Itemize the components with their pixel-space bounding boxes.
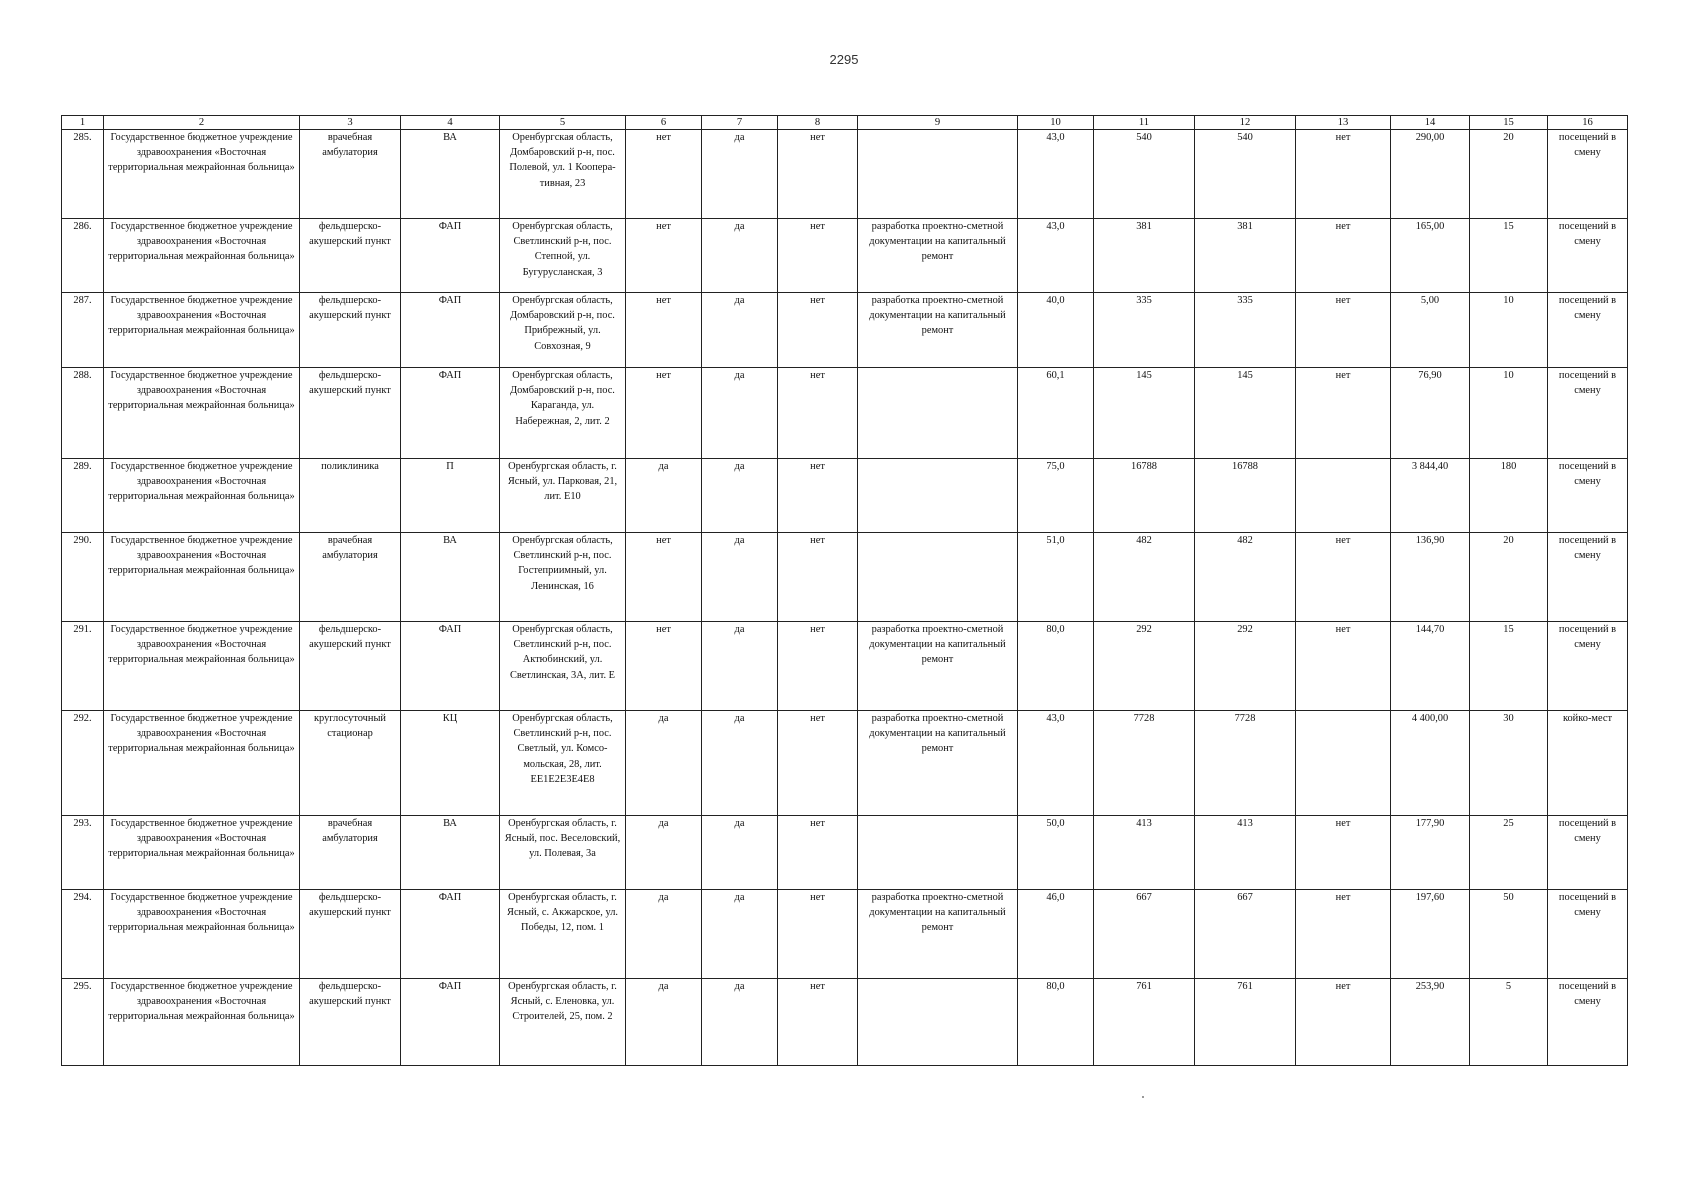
column-number-3: 3 [300,116,401,130]
institution-name: Государственное бюджетное учреждение здравоохранения «Восточная территориальная межрайонная больница» [104,979,300,1066]
planned-work: разработка проектно-сметной документации на капитальный ремонт [858,219,1018,293]
institution-name: Государственное бюджетное учреждение здравоохранения «Восточная территориальная межрайонная больница» [104,816,300,890]
planned-work [858,979,1018,1066]
col-13-value: нет [1296,533,1391,622]
planned-work: разработка проектно-сметной документации на капитальный ремонт [858,622,1018,711]
col-11-value: 16788 [1094,459,1195,533]
col-7-value: да [702,219,778,293]
column-number-13: 13 [1296,116,1391,130]
facility-code: ФАП [401,293,500,368]
col-11-value: 7728 [1094,711,1195,816]
col-12-value: 16788 [1195,459,1296,533]
col-12-value: 540 [1195,130,1296,219]
address: Оренбургская область, Светлинский р-н, пос. Светлый, ул. Комсо-мольская, 28, лит. ЕЕ1Е2Е3Е4Е8 [500,711,626,816]
col-13-value [1296,459,1391,533]
capacity-unit: посещений в смену [1548,533,1628,622]
col-13-value: нет [1296,979,1391,1066]
col-12-value: 145 [1195,368,1296,459]
address: Оренбургская область, Домбаровский р-н, пос. Полевой, ул. 1 Коопера-тивная, 23 [500,130,626,219]
column-number-row [62,116,1628,130]
col-11-value: 413 [1094,816,1195,890]
table-body [62,130,1628,1066]
col-14-value: 4 400,00 [1391,711,1470,816]
col-10-value: 46,0 [1018,890,1094,979]
capacity-unit: посещений в смену [1548,293,1628,368]
col-7-value: да [702,459,778,533]
col-13-value: нет [1296,368,1391,459]
column-number-2: 2 [104,116,300,130]
column-number-10: 10 [1018,116,1094,130]
institution-name: Государственное бюджетное учреждение здравоохранения «Восточная территориальная межрайонная больница» [104,622,300,711]
col-13-value: нет [1296,816,1391,890]
planned-work [858,459,1018,533]
col-13-value: нет [1296,890,1391,979]
facility-code: ВА [401,816,500,890]
facility-type: фельдшерско-акушерский пункт [300,293,401,368]
col-7-value: да [702,130,778,219]
col-8-value: нет [778,816,858,890]
col-12-value: 381 [1195,219,1296,293]
capacity-unit: посещений в смену [1548,459,1628,533]
col-14-value: 5,00 [1391,293,1470,368]
address: Оренбургская область, г. Ясный, с. Еленовка, ул. Строителей, 25, пом. 2 [500,979,626,1066]
col-7-value: да [702,533,778,622]
col-7-value: да [702,711,778,816]
col-8-value: нет [778,533,858,622]
col-13-value [1296,711,1391,816]
column-number-8: 8 [778,116,858,130]
address: Оренбургская область, Светлинский р-н, пос. Гостеприимный, ул. Ленинская, 16 [500,533,626,622]
facility-code: П [401,459,500,533]
row-number: 289. [62,459,104,533]
planned-work [858,368,1018,459]
col-14-value: 177,90 [1391,816,1470,890]
col-10-value: 60,1 [1018,368,1094,459]
row-number: 288. [62,368,104,459]
table-row [62,533,1628,622]
col-11-value: 335 [1094,293,1195,368]
column-number-4: 4 [401,116,500,130]
planned-work: разработка проектно-сметной документации на капитальный ремонт [858,890,1018,979]
facility-code: ФАП [401,890,500,979]
facility-type: врачебная амбулатория [300,816,401,890]
institution-name: Государственное бюджетное учреждение здравоохранения «Восточная территориальная межрайонная больница» [104,711,300,816]
col-10-value: 43,0 [1018,130,1094,219]
capacity-unit: посещений в смену [1548,219,1628,293]
table-row [62,622,1628,711]
col-8-value: нет [778,979,858,1066]
row-number: 295. [62,979,104,1066]
row-number: 286. [62,219,104,293]
page-number: 2295 [829,52,859,67]
col-15-value: 20 [1470,533,1548,622]
col-14-value: 165,00 [1391,219,1470,293]
address: Оренбургская область, г. Ясный, пос. Веселовский, ул. Полевая, 3а [500,816,626,890]
table-row [62,219,1628,293]
capacity-unit: посещений в смену [1548,368,1628,459]
col-7-value: да [702,816,778,890]
col-6-value: да [626,890,702,979]
col-10-value: 80,0 [1018,622,1094,711]
address: Оренбургская область, Домбаровский р-н, пос. Прибрежный, ул. Совхозная, 9 [500,293,626,368]
col-15-value: 180 [1470,459,1548,533]
table-row [62,816,1628,890]
row-number: 290. [62,533,104,622]
col-14-value: 144,70 [1391,622,1470,711]
facility-type: фельдшерско-акушерский пункт [300,219,401,293]
institution-name: Государственное бюджетное учреждение здравоохранения «Восточная территориальная межрайонная больница» [104,890,300,979]
col-13-value: нет [1296,293,1391,368]
col-12-value: 292 [1195,622,1296,711]
facility-code: ФАП [401,979,500,1066]
facility-code: ВА [401,130,500,219]
col-8-value: нет [778,890,858,979]
col-12-value: 667 [1195,890,1296,979]
address: Оренбургская область, Светлинский р-н, пос. Степной, ул. Бугурусланская, 3 [500,219,626,293]
col-10-value: 51,0 [1018,533,1094,622]
col-10-value: 50,0 [1018,816,1094,890]
col-12-value: 413 [1195,816,1296,890]
col-11-value: 292 [1094,622,1195,711]
col-8-value: нет [778,622,858,711]
col-11-value: 145 [1094,368,1195,459]
col-14-value: 197,60 [1391,890,1470,979]
col-10-value: 43,0 [1018,219,1094,293]
institution-name: Государственное бюджетное учреждение здравоохранения «Восточная территориальная межрайонная больница» [104,459,300,533]
col-12-value: 482 [1195,533,1296,622]
row-number: 285. [62,130,104,219]
facilities-table [61,115,1628,1066]
planned-work [858,130,1018,219]
col-7-value: да [702,622,778,711]
column-number-14: 14 [1391,116,1470,130]
col-12-value: 335 [1195,293,1296,368]
col-11-value: 761 [1094,979,1195,1066]
table-row [62,979,1628,1066]
col-10-value: 43,0 [1018,711,1094,816]
capacity-unit: посещений в смену [1548,622,1628,711]
col-12-value: 7728 [1195,711,1296,816]
col-8-value: нет [778,219,858,293]
facility-type: врачебная амбулатория [300,130,401,219]
column-number-6: 6 [626,116,702,130]
address: Оренбургская область, Светлинский р-н, пос. Актюбинский, ул. Светлинская, 3А, лит. Е [500,622,626,711]
capacity-unit: посещений в смену [1548,979,1628,1066]
col-6-value: да [626,979,702,1066]
institution-name: Государственное бюджетное учреждение здравоохранения «Восточная территориальная межрайонная больница» [104,130,300,219]
col-14-value: 253,90 [1391,979,1470,1066]
capacity-unit: посещений в смену [1548,816,1628,890]
col-6-value: да [626,459,702,533]
col-6-value: нет [626,219,702,293]
col-7-value: да [702,979,778,1066]
col-8-value: нет [778,368,858,459]
col-12-value: 761 [1195,979,1296,1066]
facility-type: поликлиника [300,459,401,533]
facility-type: фельдшерско-акушерский пункт [300,979,401,1066]
institution-name: Государственное бюджетное учреждение здравоохранения «Восточная территориальная межрайонная больница» [104,368,300,459]
col-14-value: 76,90 [1391,368,1470,459]
scan-speck [1142,1096,1144,1098]
table-row [62,130,1628,219]
col-8-value: нет [778,130,858,219]
planned-work [858,533,1018,622]
column-number-12: 12 [1195,116,1296,130]
col-13-value: нет [1296,622,1391,711]
col-6-value: нет [626,368,702,459]
col-6-value: нет [626,130,702,219]
row-number: 292. [62,711,104,816]
col-8-value: нет [778,711,858,816]
table-row [62,711,1628,816]
col-8-value: нет [778,459,858,533]
planned-work: разработка проектно-сметной документации на капитальный ремонт [858,711,1018,816]
col-15-value: 15 [1470,219,1548,293]
facility-type: фельдшерско-акушерский пункт [300,890,401,979]
facility-code: ФАП [401,368,500,459]
row-number: 291. [62,622,104,711]
col-15-value: 10 [1470,293,1548,368]
col-10-value: 80,0 [1018,979,1094,1066]
col-11-value: 381 [1094,219,1195,293]
column-number-9: 9 [858,116,1018,130]
planned-work [858,816,1018,890]
address: Оренбургская область, г. Ясный, с. Акжарское, ул. Победы, 12, пом. 1 [500,890,626,979]
facility-code: ВА [401,533,500,622]
facility-code: ФАП [401,219,500,293]
facility-type: врачебная амбулатория [300,533,401,622]
column-number-5: 5 [500,116,626,130]
address: Оренбургская область, г. Ясный, ул. Парковая, 21, лит. Е10 [500,459,626,533]
col-13-value: нет [1296,219,1391,293]
table-row [62,890,1628,979]
col-15-value: 10 [1470,368,1548,459]
facility-type: круглосуточный стационар [300,711,401,816]
col-14-value: 290,00 [1391,130,1470,219]
col-15-value: 15 [1470,622,1548,711]
col-6-value: нет [626,293,702,368]
institution-name: Государственное бюджетное учреждение здравоохранения «Восточная территориальная межрайонная больница» [104,293,300,368]
column-number-1: 1 [62,116,104,130]
facility-code: КЦ [401,711,500,816]
col-15-value: 5 [1470,979,1548,1066]
col-11-value: 540 [1094,130,1195,219]
column-number-7: 7 [702,116,778,130]
address: Оренбургская область, Домбаровский р-н, пос. Караганда, ул. Набережная, 2, лит. 2 [500,368,626,459]
column-number-11: 11 [1094,116,1195,130]
table-row [62,459,1628,533]
col-7-value: да [702,368,778,459]
facility-type: фельдшерско-акушерский пункт [300,368,401,459]
col-15-value: 50 [1470,890,1548,979]
col-10-value: 40,0 [1018,293,1094,368]
table-row [62,293,1628,368]
col-13-value: нет [1296,130,1391,219]
col-11-value: 667 [1094,890,1195,979]
table-row [62,368,1628,459]
row-number: 294. [62,890,104,979]
col-8-value: нет [778,293,858,368]
col-6-value: нет [626,622,702,711]
col-14-value: 136,90 [1391,533,1470,622]
col-15-value: 25 [1470,816,1548,890]
capacity-unit: посещений в смену [1548,130,1628,219]
row-number: 293. [62,816,104,890]
col-6-value: да [626,711,702,816]
column-number-16: 16 [1548,116,1628,130]
facility-type: фельдшерско-акушерский пункт [300,622,401,711]
planned-work: разработка проектно-сметной документации на капитальный ремонт [858,293,1018,368]
col-15-value: 30 [1470,711,1548,816]
col-7-value: да [702,293,778,368]
institution-name: Государственное бюджетное учреждение здравоохранения «Восточная территориальная межрайонная больница» [104,219,300,293]
col-15-value: 20 [1470,130,1548,219]
capacity-unit: койко-мест [1548,711,1628,816]
col-10-value: 75,0 [1018,459,1094,533]
institution-name: Государственное бюджетное учреждение здравоохранения «Восточная территориальная межрайонная больница» [104,533,300,622]
col-14-value: 3 844,40 [1391,459,1470,533]
column-number-15: 15 [1470,116,1548,130]
col-6-value: нет [626,533,702,622]
col-11-value: 482 [1094,533,1195,622]
facility-code: ФАП [401,622,500,711]
col-7-value: да [702,890,778,979]
row-number: 287. [62,293,104,368]
capacity-unit: посещений в смену [1548,890,1628,979]
col-6-value: да [626,816,702,890]
